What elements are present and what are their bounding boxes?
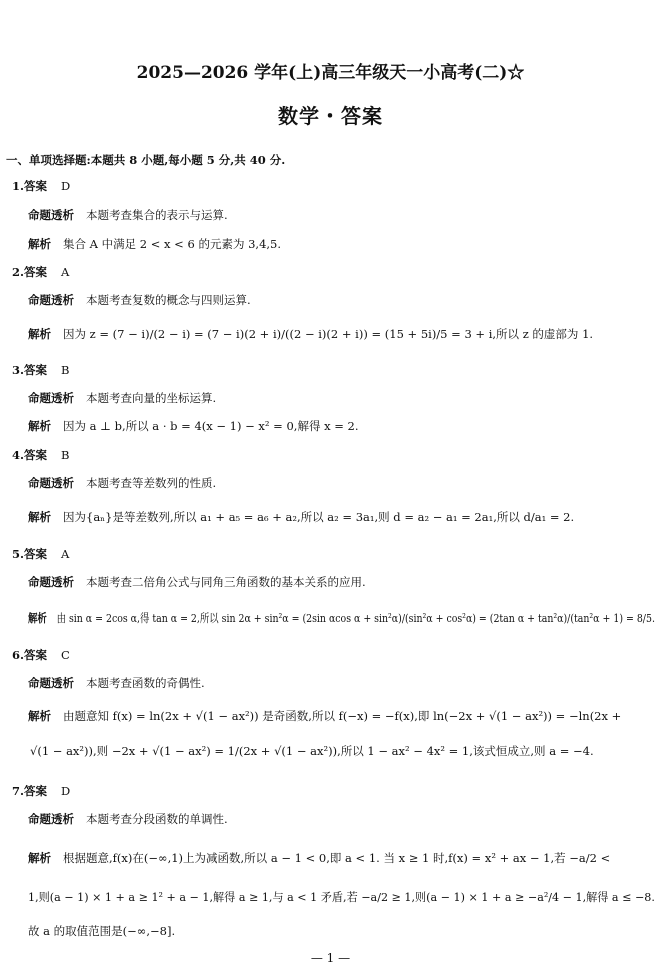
document-subtitle: 数学・答案 <box>278 104 383 128</box>
answer-label: 答案 <box>24 547 48 561</box>
q4-intent <box>28 475 216 491</box>
intent-label: 命题透析 <box>28 676 74 690</box>
analysis-label: 解析 <box>28 419 51 433</box>
q1-number: 1. <box>12 179 25 193</box>
q2-answer-line <box>12 264 69 280</box>
q2-intent <box>28 292 251 308</box>
q3-answer-line <box>12 362 69 378</box>
answer-label: 答案 <box>24 363 48 377</box>
intent-label: 命题透析 <box>28 391 74 405</box>
q1-intent <box>28 207 228 223</box>
q1-answer-line <box>12 178 70 194</box>
q5-answer: A <box>61 547 70 561</box>
q3-intent <box>28 390 216 406</box>
intent-label: 命题透析 <box>28 476 74 490</box>
q1-analysis <box>28 236 281 252</box>
q7-analysis <box>28 850 610 866</box>
analysis-label: 解析 <box>28 611 47 625</box>
q4-analysis <box>28 509 574 525</box>
q6-answer-line <box>12 647 70 663</box>
q6-answer: C <box>61 648 70 662</box>
q4-analysis-text: 因为{aₙ}是等差数列,所以 a₁ + a₅ = a₆ + a₂,所以 a₂ = 3a₁,则 d = a₂ − a₁ = 2a₁,所以 d/a₁ = 2. <box>63 510 575 524</box>
answer-label: 答案 <box>24 648 48 662</box>
q4-intent-text: 本题考查等差数列的性质. <box>86 476 217 490</box>
q3-analysis-text: 因为 a ⊥ b,所以 a · b = 4(x − 1) − x² = 0,解得 x = 2. <box>63 419 359 433</box>
q6-analysis-text: 由题意知 f(x) = ln(2x + √(1 − ax²)) 是奇函数,所以 f(−x) = −f(x),即 ln(−2x + √(1 − ax²)) = −ln(2x + <box>63 709 622 723</box>
answer-label: 答案 <box>24 448 48 462</box>
analysis-label: 解析 <box>28 709 51 723</box>
q5-analysis <box>28 610 655 626</box>
intent-label: 命题透析 <box>28 208 74 222</box>
q7-analysis-continued: 1,则(a − 1) × 1 + a ≥ 1² + a − 1,解得 a ≥ 1,与 a < 1 矛盾,若 −a/2 ≥ 1,则(a − 1) × 1 + a ≥ −a²/4 − 1,解得 a ≤ −8. <box>28 890 655 904</box>
q7-analysis-conclusion: 故 a 的取值范围是(−∞,−8]. <box>28 924 176 938</box>
q2-analysis-text: 因为 z = (7 − i)/(2 − i) = (7 − i)(2 + i)/((2 − i)(2 + i)) = (15 + 5i)/5 = 3 + i,所以 z 的虚部为 1. <box>63 327 594 341</box>
q3-answer: B <box>61 363 70 377</box>
analysis-label: 解析 <box>28 237 51 251</box>
answer-label: 答案 <box>24 784 48 798</box>
answer-label: 答案 <box>24 179 48 193</box>
document-title: 2025—2026 学年(上)高三年级天一小高考(二)☆ <box>136 63 525 83</box>
q7-intent <box>28 811 228 827</box>
q2-analysis <box>28 326 593 342</box>
q4-answer: B <box>61 448 70 462</box>
q1-intent-text: 本题考查集合的表示与运算. <box>86 208 228 222</box>
q1-analysis-text: 集合 A 中满足 2 < x < 6 的元素为 3,4,5. <box>63 237 282 251</box>
q4-answer-line <box>12 447 69 463</box>
q7-intent-text: 本题考查分段函数的单调性. <box>86 812 228 826</box>
q5-intent-text: 本题考查二倍角公式与同角三角函数的基本关系的应用. <box>86 575 366 589</box>
intent-label: 命题透析 <box>28 575 74 589</box>
q2-answer: A <box>61 265 70 279</box>
q7-number: 7. <box>12 784 25 798</box>
q5-intent <box>28 574 366 590</box>
q3-number: 3. <box>12 363 25 377</box>
page-number: — 1 — <box>310 951 351 965</box>
section-heading: 一、单项选择题:本题共 8 小题,每小题 5 分,共 40 分. <box>6 153 286 167</box>
intent-label: 命题透析 <box>28 812 74 826</box>
q5-analysis-text: 由 sin α = 2cos α,得 tan α = 2,所以 sin 2α + sin²α = (2sin αcos α + sin²α)/(sin²α + cos²α) = (2tan α + tan²α)/(tan²α + 1) = 8/5. <box>56 611 655 625</box>
q7-answer: D <box>61 784 71 798</box>
q5-answer-line <box>12 546 69 562</box>
q3-intent-text: 本题考查向量的坐标运算. <box>86 391 217 405</box>
intent-label: 命题透析 <box>28 293 74 307</box>
q6-intent <box>28 675 205 691</box>
q3-analysis <box>28 418 359 434</box>
q1-answer: D <box>61 179 71 193</box>
analysis-label: 解析 <box>28 510 51 524</box>
q4-number: 4. <box>12 448 25 462</box>
q5-number: 5. <box>12 547 25 561</box>
q6-number: 6. <box>12 648 25 662</box>
answer-label: 答案 <box>24 265 48 279</box>
analysis-label: 解析 <box>28 851 51 865</box>
q6-analysis-continued: √(1 − ax²)),则 −2x + √(1 − ax²) = 1/(2x + √(1 − ax²)),所以 1 − ax² − 4x² = 1,该式恒成立,则 a = −4. <box>30 744 594 758</box>
analysis-label: 解析 <box>28 327 51 341</box>
q7-analysis-text: 根据题意,f(x)在(−∞,1)上为减函数,所以 a − 1 < 0,即 a < 1. 当 x ≥ 1 时,f(x) = x² + ax − 1,若 −a/2 < <box>63 851 611 865</box>
q6-analysis <box>28 708 621 724</box>
q7-answer-line <box>12 783 70 799</box>
q2-intent-text: 本题考查复数的概念与四则运算. <box>86 293 251 307</box>
q2-number: 2. <box>12 265 25 279</box>
q6-intent-text: 本题考查函数的奇偶性. <box>86 676 205 690</box>
